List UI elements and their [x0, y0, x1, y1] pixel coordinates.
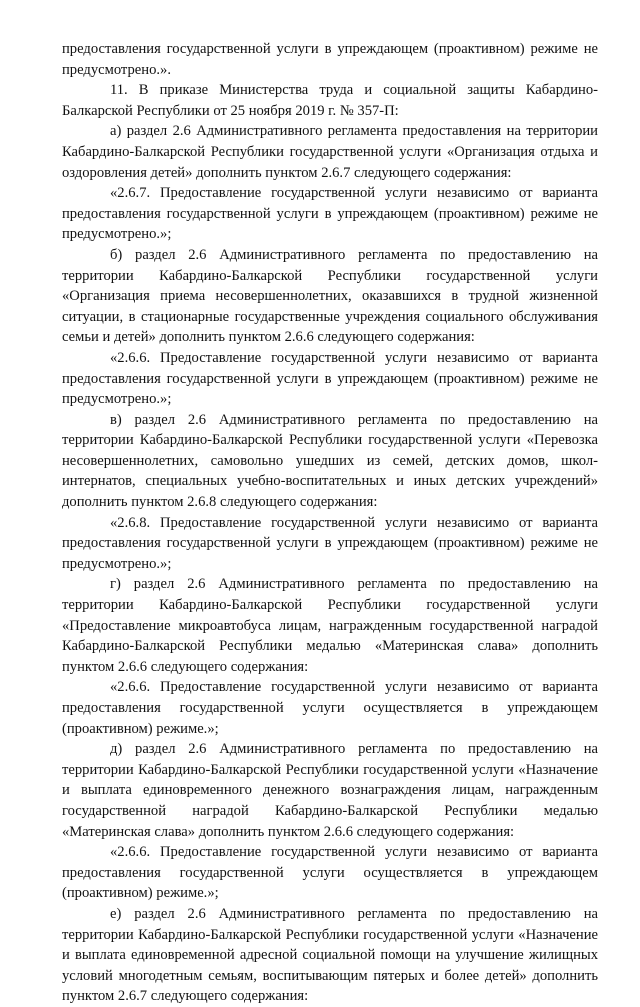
paragraph-quote-2-6-7: «2.6.7. Предоставление государственной услуги независимо от варианта предоставления государственной услуги в упреждающем (проактивном) режиме не предусмотрено.»; [62, 185, 598, 243]
paragraph-continuation: предоставления государственной услуги в упреждающем (проактивном) режиме не предусмотрено.». [62, 41, 598, 78]
paragraph-quote-2-6-6-b: «2.6.6. Предоставление государственной услуги независимо от варианта предоставления государственной услуги в упреждающем (проактивном) режиме не предусмотрено.»; [62, 349, 598, 408]
paragraph-quote-2-6-6-g: «2.6.6. Предоставление государственной услуги независимо от варианта предоставления государственной услуги осуществляется в упреждающем (проактивном) режиме.»; [62, 679, 598, 737]
document-body [62, 39, 598, 1007]
paragraph-subitem-g: г) раздел 2.6 Административного регламента по предоставлению на территории Кабардино-Балкарской Республики государственной услуги «Предоставление микроавтобуса лицам, награжденным государственной наградой Кабардино-Балкарской Республики медалью «Материнская слава» дополнить пунктом 2.6.6 следующего содержания: [62, 576, 598, 675]
paragraph-subitem-b: б) раздел 2.6 Административного регламента по предоставлению на территории Кабардино-Балкарской Республики государственной услуги «Организация приема несовершеннолетних, оказавшихся в трудной жизненной ситуации, в стационарные государственные учреждения социального обслуживания семьи и детей» дополнить пунктом 2.6.6 следующего содержания: [62, 246, 598, 346]
paragraph-quote-2-6-6-d: «2.6.6. Предоставление государственной услуги независимо от варианта предоставления государственной услуги осуществляется в упреждающем (проактивном) режиме.»; [62, 844, 598, 902]
paragraph-subitem-v: в) раздел 2.6 Административного регламента по предоставлению на территории Кабардино-Балкарской Республики государственной услуги «Перевозка несовершеннолетних, самовольно ушедших из семей, детских домов, школ-интернатов, специальных учебно-воспитательных и иных детских учреждений» дополнить пунктом 2.6.8 следующего содержания: [62, 411, 598, 511]
paragraph-subitem-e: е) раздел 2.6 Административного регламента по предоставлению на территории Кабардино-Балкарской Республики государственной услуги «Назначение и выплата единовременной адресной социальной помощи на улучшение жилищных условий многодетным семьям, воспитывающим пятерых и более детей» дополнить пунктом 2.6.7 следующего содержания: [62, 905, 598, 1005]
paragraph-quote-2-6-8: «2.6.8. Предоставление государственной услуги независимо от варианта предоставления государственной услуги в упреждающем (проактивном) режиме не предусмотрено.»; [62, 514, 598, 572]
paragraph-subitem-a: а) раздел 2.6 Административного регламента предоставления на территории Кабардино-Балкарской Республики государственной услуги «Организация отдыха и оздоровления детей» дополнить пунктом 2.6.7 следующего содержания: [62, 123, 598, 181]
paragraph-subitem-d: д) раздел 2.6 Административного регламента по предоставлению на территории Кабардино-Балкарской Республики государственной услуги «Назначение и выплата единовременного денежного вознаграждения лицам, награжденным государственной наградой Кабардино-Балкарской Республики медалью «Материнская слава» дополнить пунктом 2.6.6 следующего содержания: [62, 741, 598, 840]
paragraph-item-11: 11. В приказе Министерства труда и социальной защиты Кабардино-Балкарской Республики от 25 ноября 2019 г. № 357-П: [62, 82, 598, 119]
